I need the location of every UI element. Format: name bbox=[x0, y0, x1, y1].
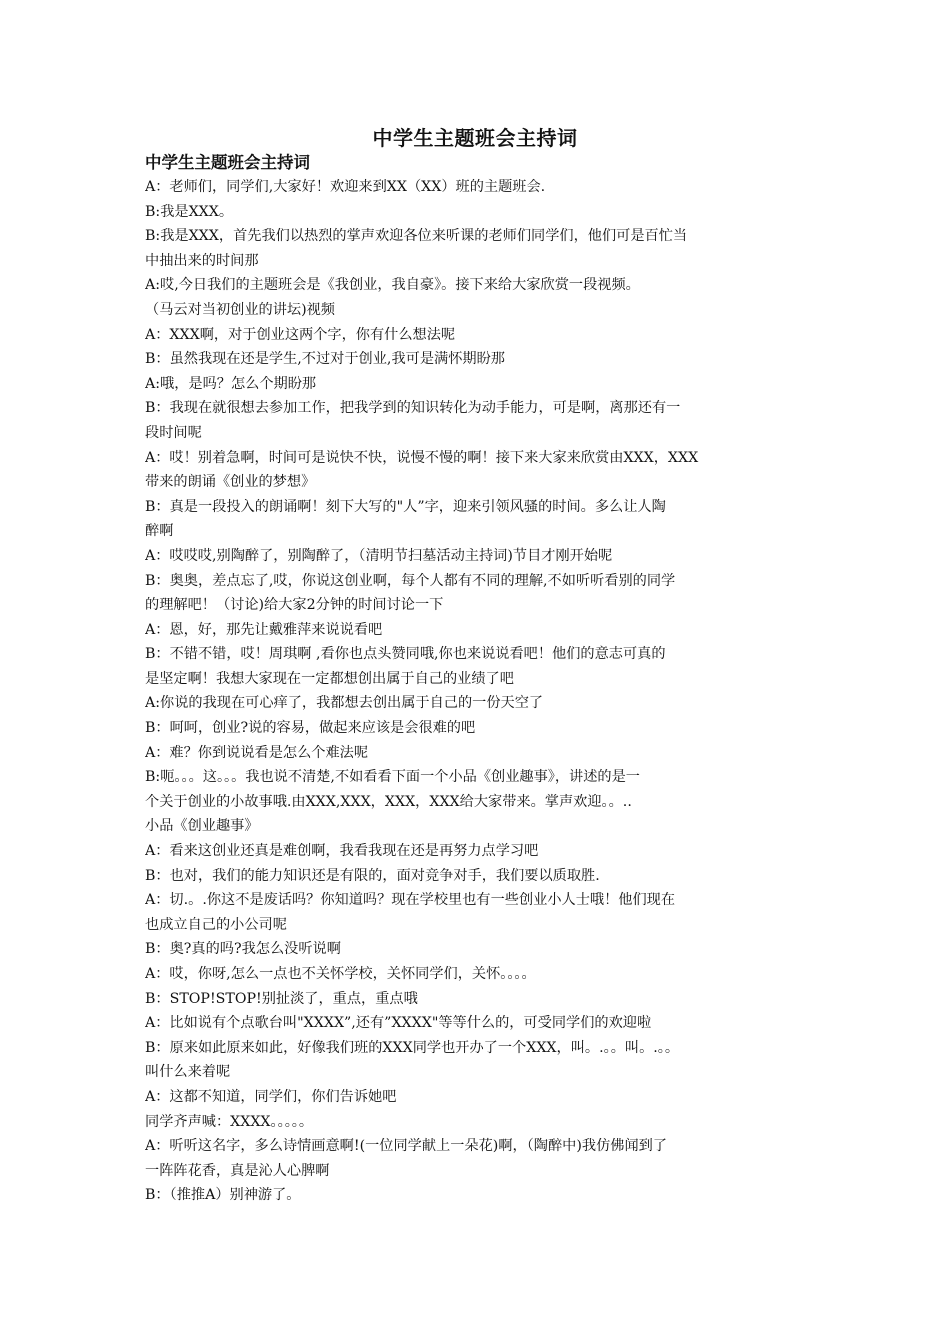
script-line: B：虽然我现在还是学生,不过对于创业,我可是满怀期盼那 bbox=[145, 351, 505, 368]
script-line: B：呵呵，创业?说的容易，做起来应该是会很难的吧 bbox=[145, 720, 476, 737]
script-line: A：哎哎哎,别陶醉了，别陶醉了，（清明节扫墓活动主持词)节目才刚开始呢 bbox=[145, 547, 613, 564]
script-line: B:我是XXX，首先我们以热烈的掌声欢迎各位来听课的老师们同学们，他们可是百忙当 bbox=[145, 228, 688, 245]
script-line: 叫什么来着呢 bbox=[145, 1064, 231, 1081]
script-line: A:你说的我现在可心痒了，我都想去创出属于自己的一份天空了 bbox=[145, 695, 544, 712]
script-line: 的理解吧！（讨论)给大家2分钟的时间讨论一下 bbox=[145, 597, 444, 614]
document-body bbox=[145, 175, 810, 1208]
script-line: B：也对，我们的能力知识还是有限的，面对竞争对手，我们要以质取胜. bbox=[145, 867, 600, 884]
script-line: B：奥?真的吗?我怎么没听说啊 bbox=[145, 941, 341, 958]
script-line: A：听听这名字，多么诗情画意啊!(一位同学献上一朵花)啊，（陶醉中)我仿佛闻到了 bbox=[145, 1138, 668, 1155]
script-line: 段时间呢 bbox=[145, 424, 202, 441]
script-line: （马云对当初创业的讲坛)视频 bbox=[145, 301, 335, 318]
script-line: B：STOP!STOP!别扯淡了，重点，重点哦 bbox=[145, 990, 418, 1007]
script-line: B：不错不错，哎！周琪啊 ,看你也点头赞同哦,你也来说说看吧！他们的意志可真的 bbox=[145, 646, 666, 663]
script-line: B：（推推A）别神游了。 bbox=[145, 1187, 301, 1204]
script-line: A:哦，是吗？怎么个期盼那 bbox=[145, 375, 317, 392]
script-line: A：看来这创业还真是难创啊，我看我现在还是再努力点学习吧 bbox=[145, 843, 539, 860]
script-line: B:呃。。。这。。。我也说不清楚,不如看看下面一个小品《创业趣事》，讲述的是一 bbox=[145, 769, 640, 786]
script-line: B：原来如此原来如此，好像我们班的XXX同学也开办了一个XXX，叫。.。。叫。.。。 bbox=[145, 1039, 680, 1056]
script-line: B：真是一段投入的朗诵啊！刻下大写的"人”字，迎来引领风骚的时间。多么让人陶 bbox=[145, 498, 666, 515]
script-line: B：我现在就很想去参加工作，把我学到的知识转化为动手能力，可是啊，离那还有一 bbox=[145, 400, 681, 417]
script-line: B：奥奥，差点忘了,哎，你说这创业啊，每个人都有不同的理解,不如听听看别的同学 bbox=[145, 572, 676, 589]
script-line: A：这都不知道，同学们，你们告诉她吧 bbox=[145, 1088, 397, 1105]
document-title: 中学生主题班会主持词 bbox=[372, 126, 578, 150]
script-line: 带来的朗诵《创业的梦想》 bbox=[145, 474, 316, 491]
script-line: 同学齐声喊：XXXX。。。。。 bbox=[145, 1113, 314, 1130]
script-line: A:哎,今日我们的主题班会是《我创业，我自豪》。接下来给大家欣赏一段视频。 bbox=[145, 277, 640, 294]
script-line: 醉啊 bbox=[145, 523, 174, 540]
script-line: A：XXX啊，对于创业这两个字，你有什么想法呢 bbox=[145, 326, 456, 343]
script-line: 也成立自己的小公司呢 bbox=[145, 916, 287, 933]
script-line: A：恩，好，那先让戴雅萍来说说看吧 bbox=[145, 621, 383, 638]
script-line: 是坚定啊！我想大家现在一定都想创出属于自己的业绩了吧 bbox=[145, 670, 514, 687]
script-line: 一阵阵花香，真是沁人心脾啊 bbox=[145, 1162, 330, 1179]
script-line: A：比如说有个点歌台叫"XXXX”,还有”XXXX"等等什么的，可受同学们的欢迎啦 bbox=[145, 1015, 652, 1032]
script-line: A：难？你到说说看是怎么个难法呢 bbox=[145, 744, 369, 761]
script-line: A：哎，你呀,怎么一点也不关怀学校，关怀同学们，关怀。。。。 bbox=[145, 966, 536, 982]
script-line: 小品《创业趣事》 bbox=[145, 818, 259, 835]
script-line: B:我是XXX。 bbox=[145, 203, 234, 220]
script-line: A：哎！别着急啊，时间可是说快不快，说慢不慢的啊！接下来大家来欣赏由XXX，XXX bbox=[145, 449, 699, 466]
script-line: A：老师们，同学们,大家好！欢迎来到XX（XX）班的主题班会. bbox=[145, 179, 546, 195]
script-line: 中抽出来的时间那 bbox=[145, 252, 259, 269]
script-line: 个关于创业的小故事哦.由XXX,XXX，XXX，XXX给大家带来。掌声欢迎。。.. bbox=[145, 793, 632, 810]
script-line: A：切.。.你这不是废话吗？你知道吗？现在学校里也有一些创业小人士哦！他们现在 bbox=[145, 892, 676, 909]
document-subheading: 中学生主题班会主持词 bbox=[145, 153, 310, 172]
